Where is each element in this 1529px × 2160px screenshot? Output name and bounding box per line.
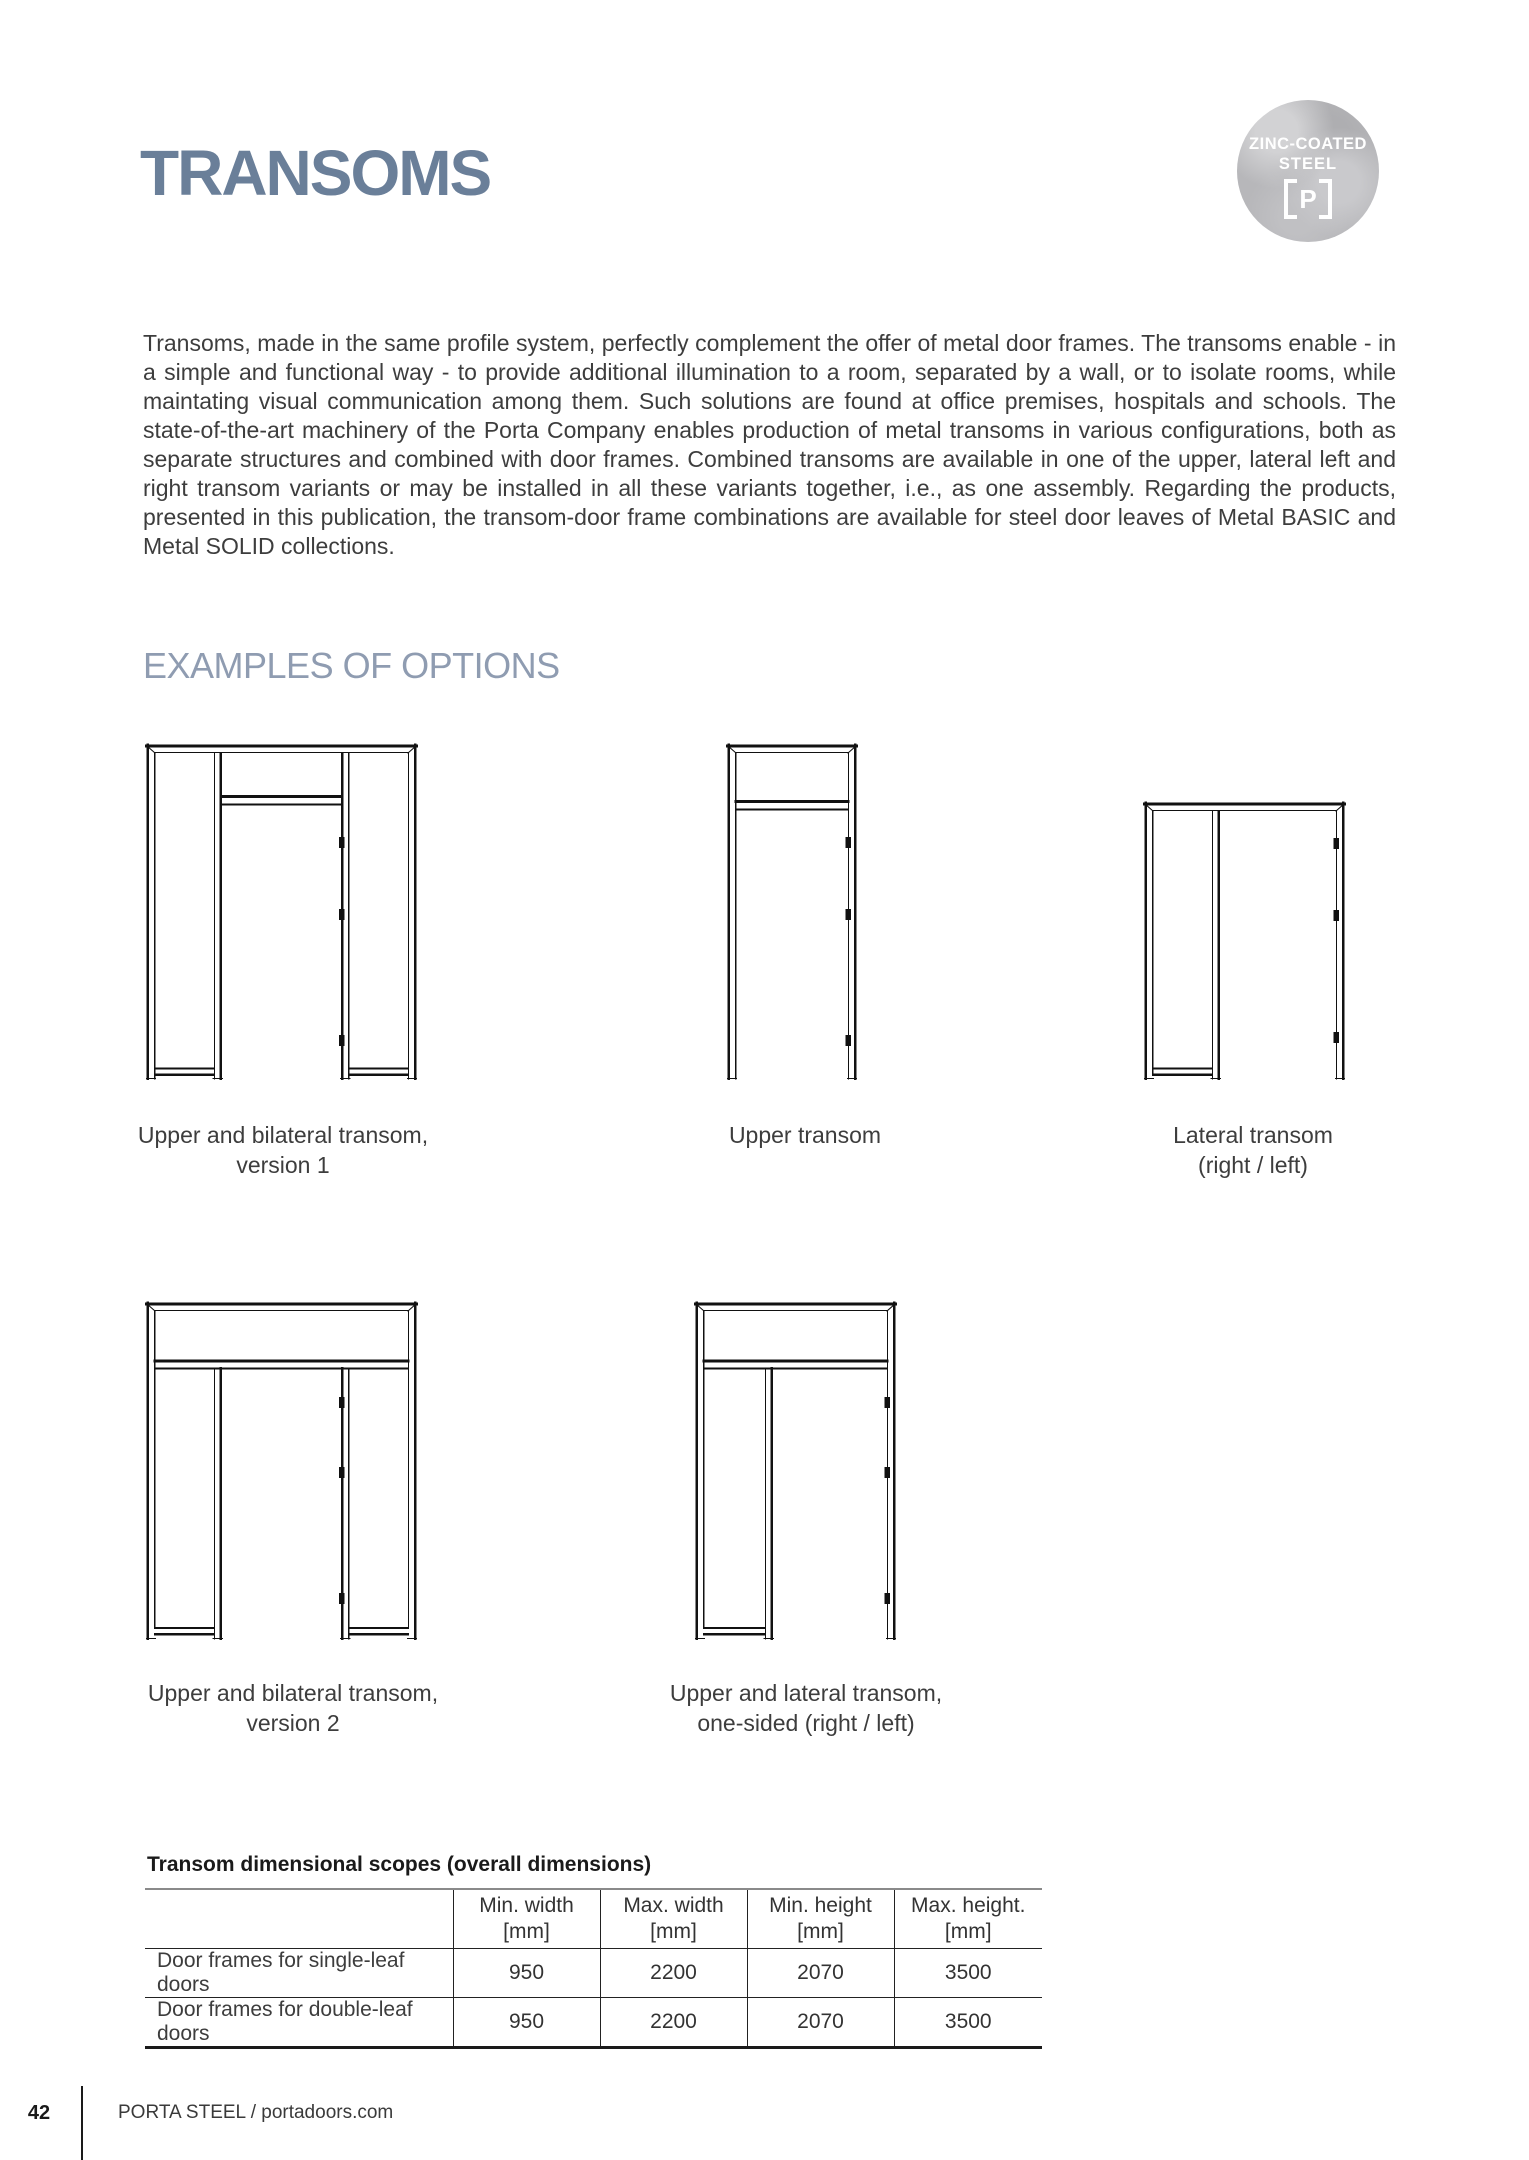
diagram-lateral-transom (1143, 801, 1346, 1080)
logo-left-bracket (1284, 179, 1297, 219)
hinge-mark (339, 1467, 345, 1478)
porta-logo-icon (1284, 179, 1332, 219)
diagram-upper-transom (726, 743, 858, 1080)
hinge-mark (339, 1593, 345, 1604)
caption-line: Upper and bilateral transom, (147, 1680, 439, 1706)
table-header-empty (145, 1889, 453, 1949)
caption-upper-bilateral-v2 (133, 1678, 453, 1738)
hinge-mark (339, 1397, 345, 1408)
table-title: Transom dimensional scopes (overall dimensions) (147, 1853, 652, 1876)
hinge-mark (846, 837, 852, 848)
diagram-upper-bilateral-transom-v1 (145, 743, 418, 1080)
hinge-mark (339, 909, 345, 920)
caption-line: Upper and lateral transom, (669, 1680, 943, 1706)
caption-lateral-transom (1093, 1120, 1413, 1180)
cell-value: 2200 (600, 1949, 747, 1998)
hinge-mark (1334, 910, 1340, 921)
table-header-row (145, 1889, 1042, 1949)
intro-paragraph: Transoms, made in the same profile system, perfectly complement the offer of metal door frames. The transoms enable - in a simple and functional way - to provide additional illumination to a room, separated by a wall, or to isolate rooms, while maintating visual communication among them. Such solutions are found at office premises, hospitals and schools. The state-of-the-art machinery of the Porta Company enables production of metal transoms in various configurations, both as separate structures and combined with door frames. Combined transoms are available in one of the upper, lateral left and right transom variants or may be installed in all these variants together, i.e., as one assembly. Regarding the products, presented in this publication, the transom-door frame combinations are available for steel door leaves of Metal BASIC and Metal SOLID collections. (143, 330, 1396, 559)
caption-line: Upper transom (728, 1122, 882, 1148)
cell-value: 2070 (747, 1949, 894, 1998)
dimensions-table (145, 1888, 1042, 2049)
caption-line: version 1 (236, 1152, 330, 1178)
logo-right-bracket (1319, 179, 1332, 219)
badge-text-line1: ZINC-COATED (1249, 135, 1367, 153)
hinge-mark (1334, 1032, 1340, 1043)
caption-upper-lateral-one-sided (646, 1678, 966, 1738)
cell-value: 3500 (894, 1998, 1042, 2048)
row-label: Door frames for single-leaf doors (145, 1949, 453, 1998)
caption-upper-transom (645, 1120, 965, 1150)
caption-line: (right / left) (1198, 1152, 1308, 1178)
diagram-upper-lateral-transom-one-sided (694, 1301, 897, 1640)
badge-text-line2: STEEL (1278, 155, 1338, 173)
diagram-upper-bilateral-transom-v2 (145, 1301, 418, 1640)
hinge-mark (885, 1397, 891, 1408)
page-title: TRANSOMS (140, 137, 491, 209)
hinge-mark (339, 837, 345, 848)
table-header-max-width: Max. width [mm] (600, 1889, 747, 1949)
cell-value: 950 (453, 1998, 600, 2048)
caption-line: one-sided (right / left) (697, 1710, 915, 1736)
footer-divider (81, 2086, 83, 2160)
hinge-mark (846, 1035, 852, 1046)
hinge-mark (339, 1035, 345, 1046)
cell-value: 2070 (747, 1998, 894, 2048)
hinge-mark (885, 1467, 891, 1478)
hinge-mark (846, 909, 852, 920)
table-header-min-width: Min. width [mm] (453, 1889, 600, 1949)
zinc-coated-steel-badge (1237, 100, 1379, 242)
cell-value: 2200 (600, 1998, 747, 2048)
footer-brand-url: PORTA STEEL / portadoors.com (118, 2102, 394, 2123)
table-header-max-height: Max. height. [mm] (894, 1889, 1042, 1949)
table-row (145, 1998, 1042, 2048)
hinge-mark (885, 1593, 891, 1604)
section-heading: EXAMPLES OF OPTIONS (143, 645, 560, 686)
logo-letter: P (1299, 184, 1317, 214)
page-number: 42 (27, 2102, 51, 2124)
cell-value: 950 (453, 1949, 600, 1998)
hinge-mark (1334, 838, 1340, 849)
row-label: Door frames for double-leaf doors (157, 1998, 413, 2045)
table-row (145, 1949, 1042, 1998)
caption-line: version 2 (246, 1710, 340, 1736)
cell-value: 3500 (894, 1949, 1042, 1998)
caption-upper-bilateral-v1 (123, 1120, 443, 1180)
caption-line: Lateral transom (1173, 1122, 1333, 1148)
caption-line: Upper and bilateral transom, (137, 1122, 429, 1148)
table-header-min-height: Min. height [mm] (747, 1889, 894, 1949)
